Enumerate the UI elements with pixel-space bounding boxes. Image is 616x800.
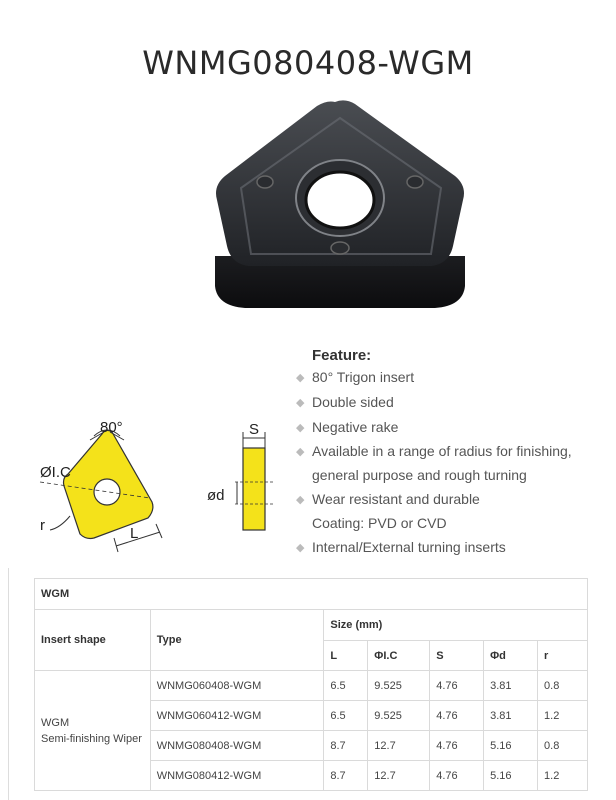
feature-item	[296, 440, 606, 488]
value-cell: 12.7	[368, 731, 430, 761]
shape-name: WGM	[41, 716, 70, 729]
diamond-bullet-icon: ◆	[296, 396, 305, 409]
feature-line: Available in a range of radius for finishing,	[312, 443, 572, 460]
section-divider	[8, 568, 9, 800]
table-row	[35, 671, 588, 701]
l-label: L	[130, 525, 139, 542]
column-header: ΦI.C	[368, 641, 430, 671]
value-cell: 4.76	[430, 761, 484, 791]
product-title: WNMG080408-WGM	[142, 44, 474, 82]
value-cell: 3.81	[484, 701, 538, 731]
diamond-bullet-icon: ◆	[296, 421, 305, 434]
value-cell: 1.2	[538, 761, 588, 791]
feature-line: general purpose and rough turning	[312, 467, 527, 484]
feature-line: Internal/External turning inserts	[312, 538, 506, 555]
s-label: S	[249, 421, 260, 438]
feature-item	[296, 366, 606, 391]
type-cell: WNMG060412-WGM	[150, 701, 324, 731]
value-cell: 9.525	[368, 671, 430, 701]
ic-label: ØI.C	[40, 464, 71, 481]
diamond-bullet-icon: ◆	[296, 541, 305, 554]
feature-item	[296, 536, 606, 561]
type-cell: WNMG080408-WGM	[150, 731, 324, 761]
feature-item	[296, 391, 606, 416]
diamond-bullet-icon: ◆	[296, 372, 305, 384]
value-cell: 5.16	[484, 761, 538, 791]
table-header-row	[35, 610, 588, 641]
value-cell: 8.7	[324, 731, 368, 761]
value-cell: 0.8	[538, 671, 588, 701]
feature-line: 80° Trigon insert	[312, 369, 415, 385]
column-header: S	[430, 641, 484, 671]
insert-shape-cell	[35, 671, 151, 791]
value-cell: 8.7	[324, 761, 368, 791]
feature-item	[296, 416, 606, 441]
r-label: r	[40, 517, 45, 534]
angle-label: 80°	[100, 419, 123, 436]
diamond-bullet-icon: ◆	[296, 446, 305, 459]
value-cell: 4.76	[430, 671, 484, 701]
feature-list	[296, 347, 606, 560]
column-header: r	[538, 641, 588, 671]
diamond-bullet-icon: ◆	[296, 493, 305, 506]
value-cell: 6.5	[324, 671, 368, 701]
feature-line: Coating: PVD or CVD	[312, 514, 447, 531]
insert-product-image	[205, 96, 475, 316]
column-header: L	[324, 641, 368, 671]
feature-line: Negative rake	[312, 418, 399, 435]
size-header: Size (mm)	[324, 610, 588, 641]
section-label: WGM	[35, 579, 588, 610]
type-header: Type	[150, 610, 324, 671]
value-cell: 1.2	[538, 701, 588, 731]
insert-side-view-diagram	[205, 420, 295, 540]
type-cell: WNMG060408-WGM	[150, 671, 324, 701]
type-cell: WNMG080412-WGM	[150, 761, 324, 791]
value-cell: 4.76	[430, 731, 484, 761]
column-header: Φd	[484, 641, 538, 671]
value-cell: 0.8	[538, 731, 588, 761]
value-cell: 9.525	[368, 701, 430, 731]
d-label: ød	[207, 487, 225, 504]
insert-shape-header: Insert shape	[35, 610, 151, 671]
insert-top-view-diagram	[20, 410, 200, 560]
value-cell: 12.7	[368, 761, 430, 791]
value-cell: 6.5	[324, 701, 368, 731]
value-cell: 3.81	[484, 671, 538, 701]
feature-title: Feature:	[312, 347, 372, 364]
feature-item	[296, 488, 606, 536]
feature-line: Double sided	[312, 393, 394, 410]
shape-description: Semi-finishing Wiper	[41, 732, 142, 745]
spec-table	[34, 578, 588, 791]
value-cell: 4.76	[430, 701, 484, 731]
feature-line: Wear resistant and durable	[312, 490, 480, 507]
value-cell: 5.16	[484, 731, 538, 761]
table-section-row	[35, 579, 588, 610]
